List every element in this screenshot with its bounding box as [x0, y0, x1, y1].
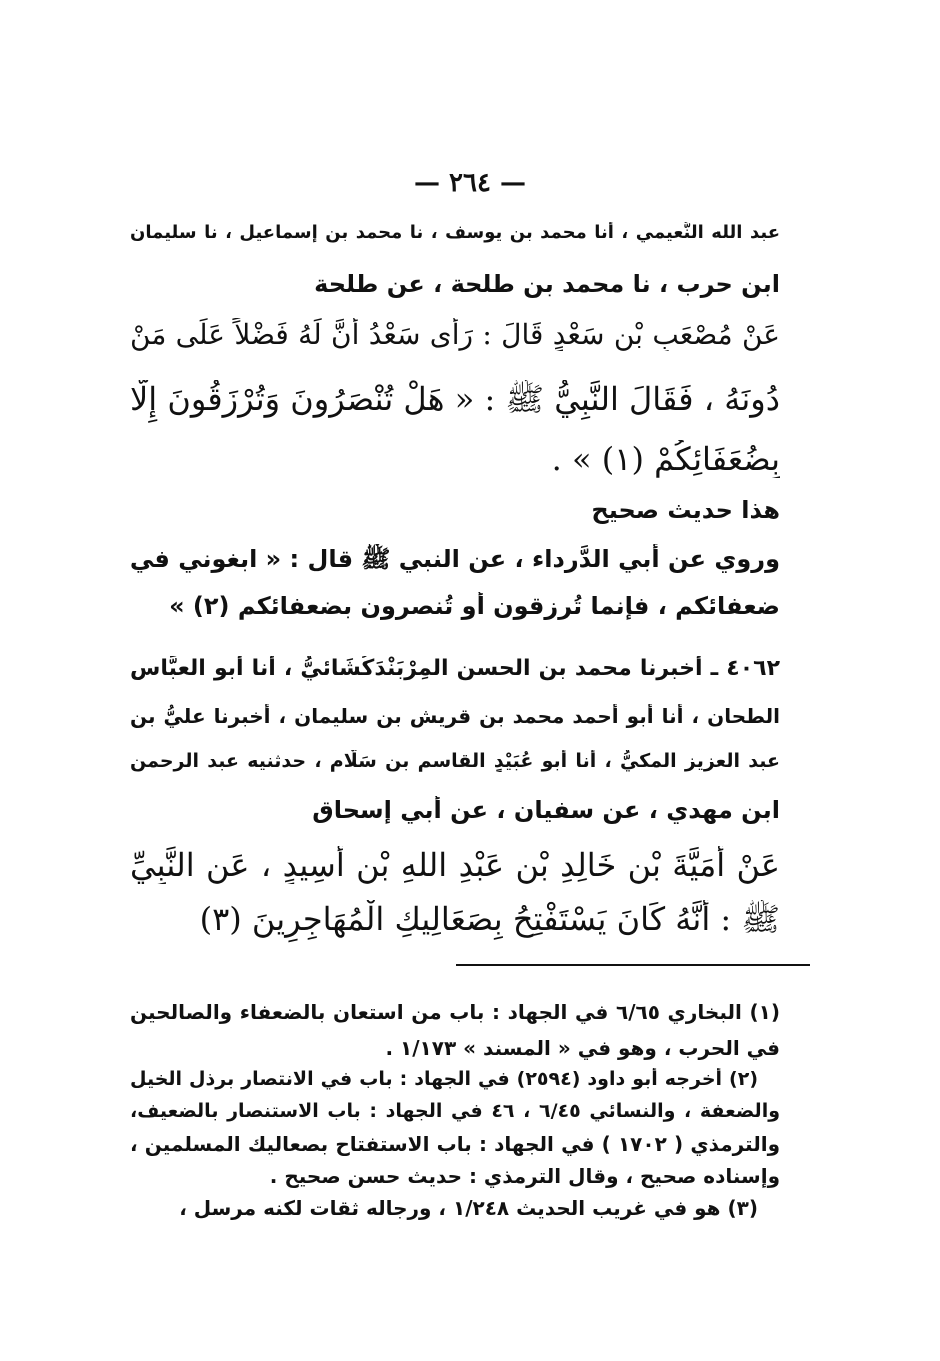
footnote-3-line-1: (٣) هو في غريب الحديث ١/٢٤٨ ، ورجاله ثقات لكنه مرسل ، [179, 1196, 758, 1220]
text-line-riwaya-1: وروي عن أبي الدَّرداء ، عن النبي ﷺ قال : « ابغوني في [130, 545, 780, 573]
hadith-4062-matn-2: ﷺ : أَنَّهُ كَانَ يَسْتَفْتِحُ بِصَعَالِيكِ الْمُهَاجِرِينَ (٣) [199, 900, 780, 938]
hadith-4062-isnad-2: الطحان ، أنا أبو أحمد محمد بن قريش بن سليمان ، أخبرنا عليُّ بن [130, 704, 780, 728]
text-line-isnad-2: ابن حرب ، نا محمد بن طلحة ، عن طلحة [314, 270, 780, 298]
hadith-grade: هذا حديث صحيح [591, 496, 780, 524]
text-line-riwaya-2: ضعفائكم ، فإنما تُرزقون أو تُنصرون بضعفائكم (٢) » [169, 592, 780, 620]
hadith-4062-matn-1: عَنْ أُمَيَّةَ بْنِ خَالِدِ بْنِ عَبْدِ اللهِ بْنِ أَسِيدٍ ، عَنِ النَّبِيِّ [130, 846, 780, 884]
text-line-matn-3: بِضُعَفَائِكُمْ (١) » . [551, 440, 780, 478]
hadith-4062-isnad-4: ابن مهدي ، عن سفيان ، عن أبي إسحاق [312, 796, 780, 824]
footnote-1-line-1: (١) البخاري ٦/٦٥ في الجهاد : باب من استعان بالضعفاء والصالحين [130, 1000, 780, 1024]
footnote-2-line-3: والترمذي ( ١٧٠٢ ) في الجهاد : باب الاستفتاح بصعاليك المسلمين ، [130, 1132, 780, 1156]
footnote-2-line-4: وإسناده صحيح ، وقال الترمذي : حديث حسن صحيح . [269, 1164, 780, 1188]
text-line-matn-1: عَنْ مُصْعَبِ بْنِ سَعْدٍ قَالَ : رَأَى سَعْدُ أَنَّ لَهُ فَضْلاً عَلَى مَنْ [130, 318, 780, 351]
hadith-4062-isnad-3: عبد العزيز المكيُّ ، أنا أبو عُبَيْدٍ القاسم بن سَلَّام ، حدثنيه عبد الرحمن [130, 750, 780, 772]
footnote-separator [456, 964, 810, 966]
text-line-isnad-1: عبد الله النُّعيمي ، أنا محمد بن يوسف ، نا محمد بن إسماعيل ، نا سليمان [130, 222, 780, 243]
hadith-4062-isnad-1: ٤٠٦٢ ـ أخبرنا محمد بن الحسن المِرْبَنْدَكُشَائيُّ ، أنا أبو العبَّاس [130, 656, 780, 681]
footnote-2-line-1: (٢) أخرجه أبو داود (٢٥٩٤) في الجهاد : باب في الانتصار برذل الخيل [130, 1068, 759, 1090]
text-line-matn-2: دُونَهُ ، فَقَالَ النَّبِيُّ ﷺ : « هَلْ تُنْصَرُونَ وَتُرْزَقُونَ إِلَّا [130, 380, 780, 418]
footnote-1-line-2: في الحرب ، وهو في « المسند » ١/١٧٣ . [385, 1036, 780, 1060]
footnote-2-line-2: والضعفة ، والنسائي ٦/٤٥ ، ٤٦ في الجهاد : باب الاستنصار بالضعيف، [130, 1100, 780, 1122]
page-number: — ٢٦٤ — [413, 168, 527, 198]
